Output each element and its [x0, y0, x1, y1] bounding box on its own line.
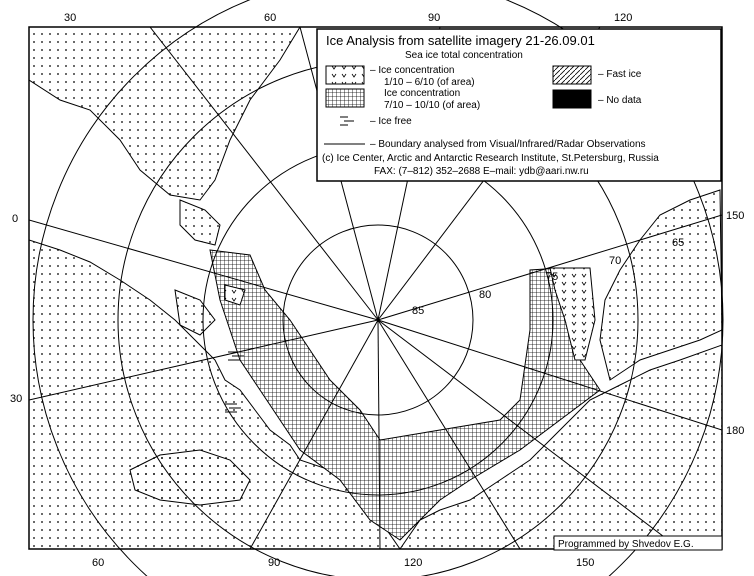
- legend-swatch-no-data: [553, 90, 591, 108]
- legend-high-line2: 7/10 – 10/10 (of area): [384, 100, 481, 111]
- lat-label-80: 80: [479, 289, 492, 301]
- legend-credit: (c) Ice Center, Arctic and Antarctic Research Institute, St.Petersburg, Russia: [322, 153, 659, 164]
- lat-label-65: 65: [672, 237, 685, 249]
- lon-top-90: 90: [428, 12, 441, 24]
- lat-label-70: 70: [609, 255, 622, 267]
- lat-label-85: 85: [412, 305, 425, 317]
- legend-contact: FAX: (7–812) 352–2688 E–mail: ydb@aari.nw.ru: [374, 166, 589, 177]
- lon-right-150: 150: [726, 210, 745, 222]
- lon-left-30: 30: [10, 393, 23, 405]
- programmer-credit: Programmed by Shvedov E.G.: [558, 539, 694, 550]
- legend-subtitle: Sea ice total concentration: [405, 50, 523, 61]
- legend-low-line2: 1/10 – 6/10 (of area): [384, 77, 475, 88]
- lon-bottom-60: 60: [92, 557, 105, 569]
- legend-high-line1: Ice concentration: [384, 88, 461, 99]
- lon-bottom-150: 150: [576, 557, 595, 569]
- legend-fast-ice: – Fast ice: [598, 69, 642, 80]
- legend-no-data: – No data: [598, 95, 642, 106]
- legend-title: Ice Analysis from satellite imagery 21-26.09.01: [326, 33, 595, 48]
- legend-swatch-high: [326, 89, 364, 107]
- lon-bottom-120: 120: [404, 557, 423, 569]
- legend-swatch-fast-ice: [553, 66, 591, 84]
- lon-top-30: 30: [64, 12, 77, 24]
- legend-boundary: – Boundary analysed from Visual/Infrared/Radar Observations: [370, 139, 646, 150]
- lon-bottom-90: 90: [268, 557, 281, 569]
- lon-top-120: 120: [614, 12, 633, 24]
- lon-left-0: 0: [12, 213, 19, 225]
- lon-top-60: 60: [264, 12, 277, 24]
- legend-swatch-low: [326, 66, 364, 84]
- legend-low-line1: – Ice concentration: [370, 65, 455, 76]
- legend-ice-free: – Ice free: [370, 116, 412, 127]
- legend: [317, 29, 721, 181]
- lon-right-180: 180: [726, 425, 745, 437]
- lat-label-75: 75: [546, 271, 559, 283]
